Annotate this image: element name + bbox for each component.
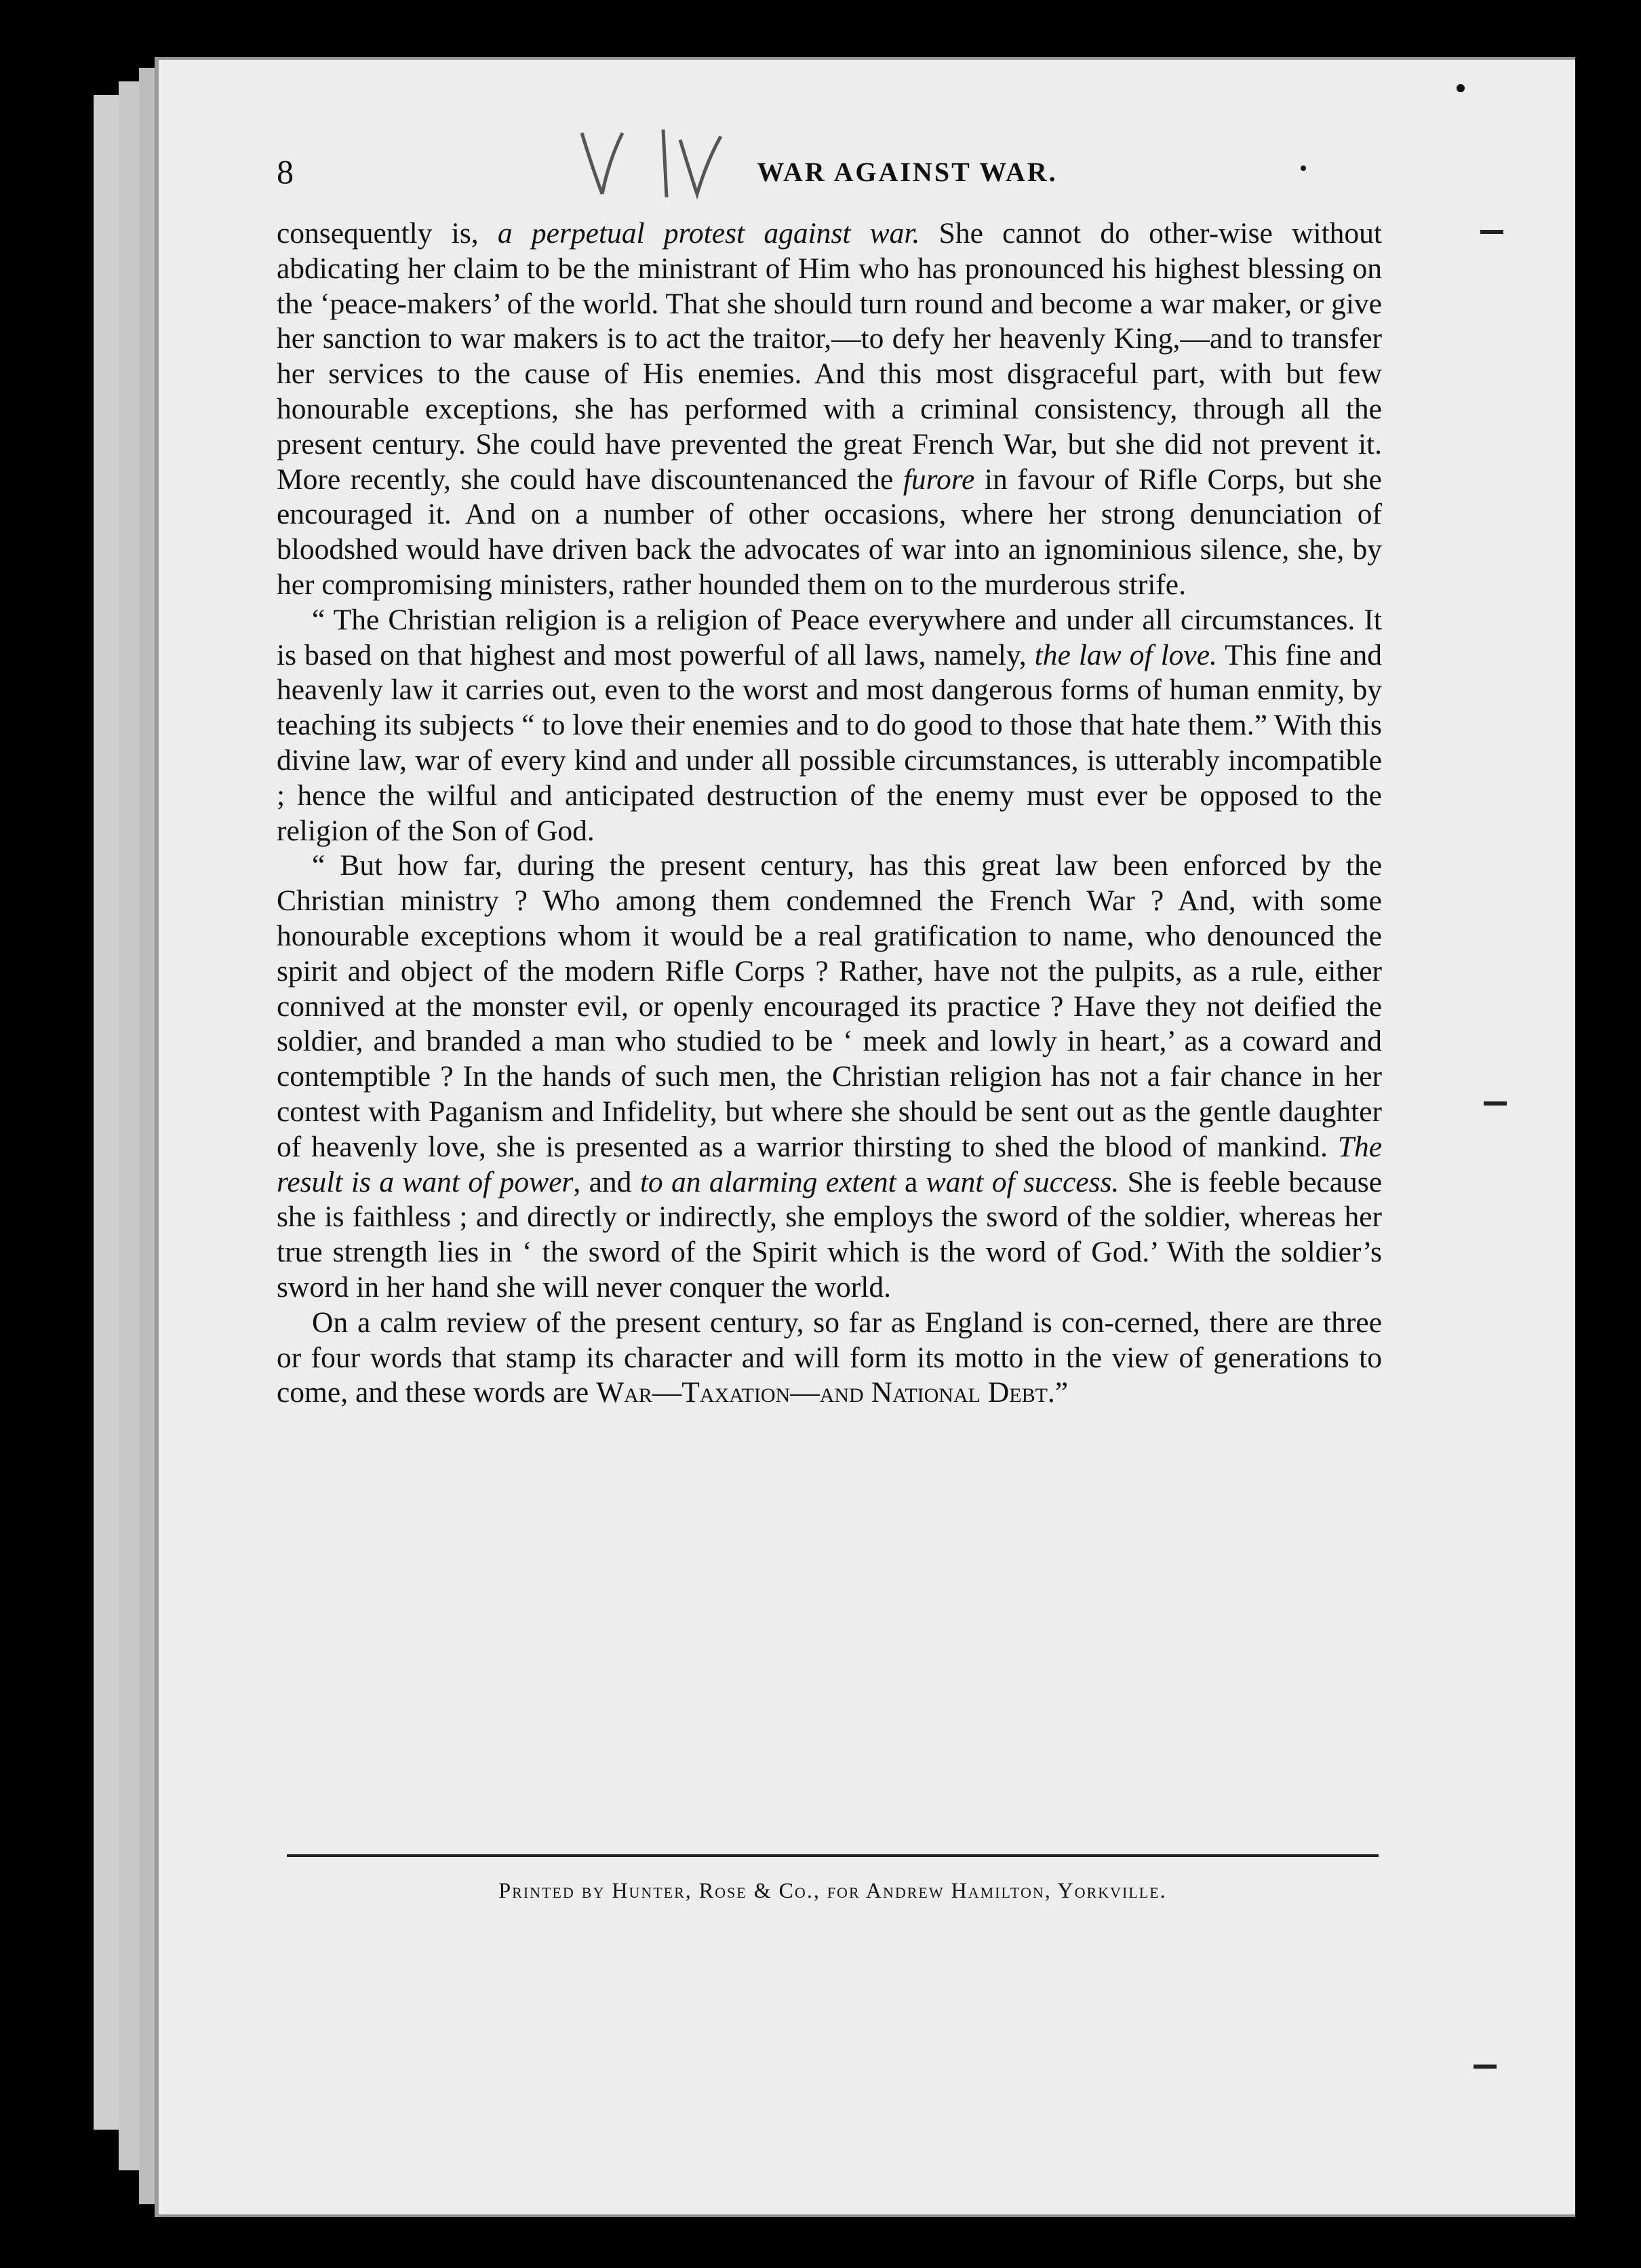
italic-text-segment: The result is a want of power — [277, 1130, 1382, 1198]
paragraph — [277, 216, 1382, 603]
text-segment: , and — [573, 1165, 640, 1198]
scan-speck — [1457, 84, 1465, 92]
body-text — [277, 216, 1382, 1411]
text-segment: She cannot do other-wise without abdicating her claim to be the ministrant of Him who has pronounced his highest blessing on the ‘peace-makers’ of the world. That she should turn round and become a war maker, or give her sanction to war makers is to act the traitor,—to defy her heavenly King,—and to transfer her services to the cause of His enemies. And this most disgraceful part, with but few honourable exceptions, she has performed with a criminal consistency, through all the present century. She could have prevented the great French War, but she did not prevent it. More recently, she could have discountenanced the — [277, 217, 1382, 496]
text-segment: “ But how far, during the present century, has this great law been enforced by the Christian ministry ? Who among them condemned the French War ? And, with some honourable exceptions whom it would be a real gratification to name, who denounced the spirit and object of the modern Rifle Corps ? Rather, have not the pulpits, as a rule, either connived at the monster evil, or openly encouraged its practice ? Have they not deified the soldier, and branded a man who studied to be ‘ meek and lowly in heart,’ as a coward and contemptible ? In the hands of such men, the Christian religion has not a fair chance in her contest with Paganism and Infidelity, but where she should be sent out as the gentle daughter of heavenly love, she is presented as a warrior thirsting to shed the blood of mankind. — [277, 849, 1382, 1163]
running-title: WAR AGAINST WAR. — [757, 157, 1058, 187]
text-segment: She is feeble because she is faithless ; and directly or indirectly, she employs the sword of the soldier, whereas her true strength lies in ‘ the sword of the Spirit which is the word of God.’ With the soldier’s sword in her hand she will never conquer the world. — [277, 1165, 1383, 1304]
italic-text-segment: want of success. — [926, 1165, 1120, 1198]
printer-imprint: Printed by Hunter, Rose & Co., for Andrew Hamilton, Yorkville. — [498, 1878, 1167, 1902]
paragraph — [277, 1306, 1382, 1411]
binding-tab-mark — [1480, 230, 1503, 234]
page-number: 8 — [277, 153, 294, 191]
text-segment: War—Taxation—and National Debt.” — [596, 1376, 1069, 1409]
italic-text-segment: furore — [903, 463, 975, 496]
text-segment: a — [896, 1165, 926, 1198]
scan-speck — [1301, 165, 1306, 171]
page-header — [277, 152, 1538, 206]
italic-text-segment: a perpetual protest against war. — [497, 217, 920, 250]
footer-rule — [287, 1854, 1379, 1857]
text-segment: On a calm review of the present century, so far as England is con-cerned, there are three or four words that stamp its character and will form its motto in the view of generations to come, and these words are — [277, 1306, 1382, 1409]
book-page — [155, 57, 1575, 2217]
italic-text-segment: to an alarming extent — [639, 1165, 896, 1198]
binding-tab-mark — [1484, 1101, 1507, 1106]
paragraph — [277, 603, 1382, 849]
binding-tab-mark — [1474, 2065, 1497, 2069]
paragraph — [277, 848, 1382, 1305]
text-segment: consequently is, — [277, 217, 498, 250]
text-segment: This fine and heavenly law it carries out, even to the worst and most dangerous forms of human enmity, by teaching its subjects “ to love their enemies and to do good to those that hate them.” With this divine law, war of every kind and under all possible circumstances, is utterably incompatible ; hence the wilful and anticipated destruction of the enemy must ever be opposed to the religion of the Son of God. — [277, 638, 1382, 847]
italic-text-segment: the law of love. — [1034, 638, 1217, 671]
text-segment: in favour of Rifle Corps, but she encouraged it. And on a number of other occasions, where her strong denunciation of bloodshed would have driven back the advocates of war into an ignominious silence, she, by her compromising ministers, rather hounded them on to the murderous strife. — [277, 463, 1382, 601]
text-segment: “ The Christian religion is a religion of Peace everywhere and under all circumstances. It is based on that highest and most powerful of all laws, namely, — [277, 603, 1382, 671]
